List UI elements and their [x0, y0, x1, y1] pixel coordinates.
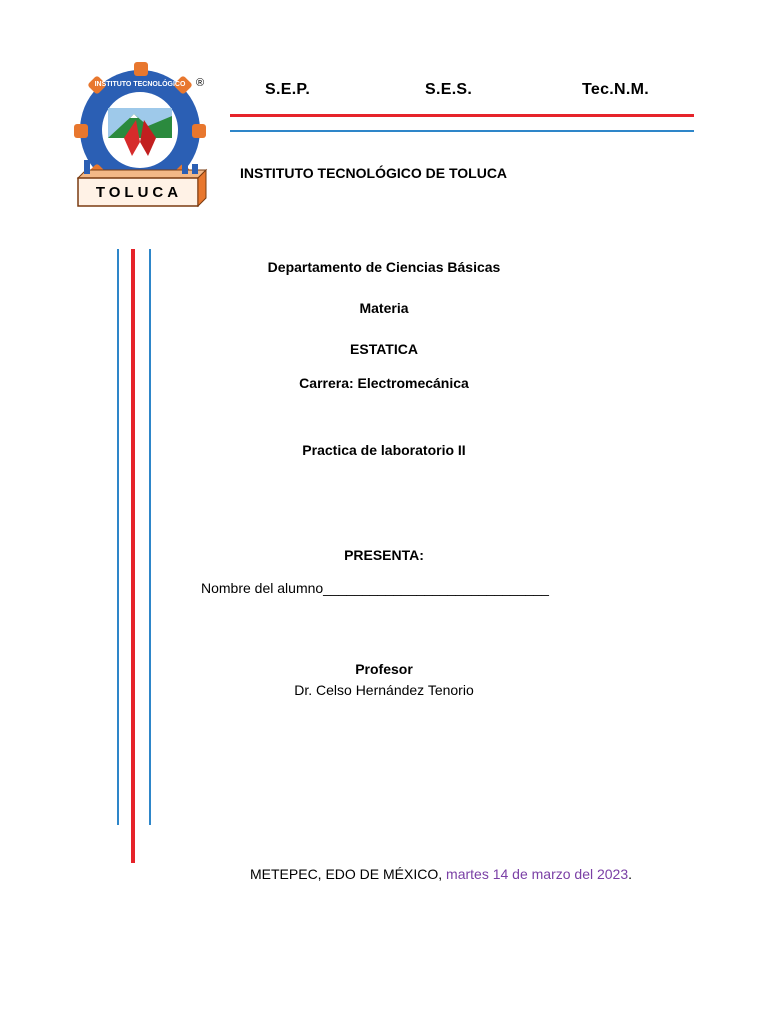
- svg-text:INSTITUTO TECNOLÓGICO: INSTITUTO TECNOLÓGICO: [94, 81, 186, 88]
- header-blue-rule: [230, 130, 694, 132]
- profesor-name: Dr. Celso Hernández Tenorio: [294, 682, 474, 698]
- carrera: Carrera: Electromecánica: [299, 375, 469, 391]
- registered-mark: ®: [196, 77, 205, 89]
- header-red-rule: [230, 114, 694, 117]
- materia-label: Materia: [359, 300, 409, 316]
- department: Departamento de Ciencias Básicas: [267, 259, 501, 275]
- footer-date: martes 14 de marzo del 2023: [446, 866, 629, 882]
- logo-name: TOLUCA: [95, 184, 183, 201]
- right-blue-line: [149, 249, 151, 825]
- header-tecnm: Tec.N.M.: [582, 81, 650, 98]
- institute-title: INSTITUTO TECNOLÓGICO DE TOLUCA: [240, 165, 508, 181]
- student-name-line: Nombre del alumno_____________________________: [201, 580, 549, 596]
- practica-title: Practica de laboratorio II: [302, 442, 466, 458]
- header-sep: S.E.P.: [265, 81, 311, 98]
- header-ses: S.E.S.: [425, 81, 473, 98]
- presenta-heading: PRESENTA:: [344, 547, 424, 563]
- left-red-line: [131, 249, 135, 863]
- footer-line: [250, 866, 632, 882]
- materia-value: ESTATICA: [350, 341, 418, 357]
- profesor-label: Profesor: [355, 661, 413, 677]
- left-blue-line: [117, 249, 119, 825]
- footer-place: METEPEC, EDO DE MÉXICO,: [250, 866, 447, 882]
- footer-period: .: [628, 866, 633, 882]
